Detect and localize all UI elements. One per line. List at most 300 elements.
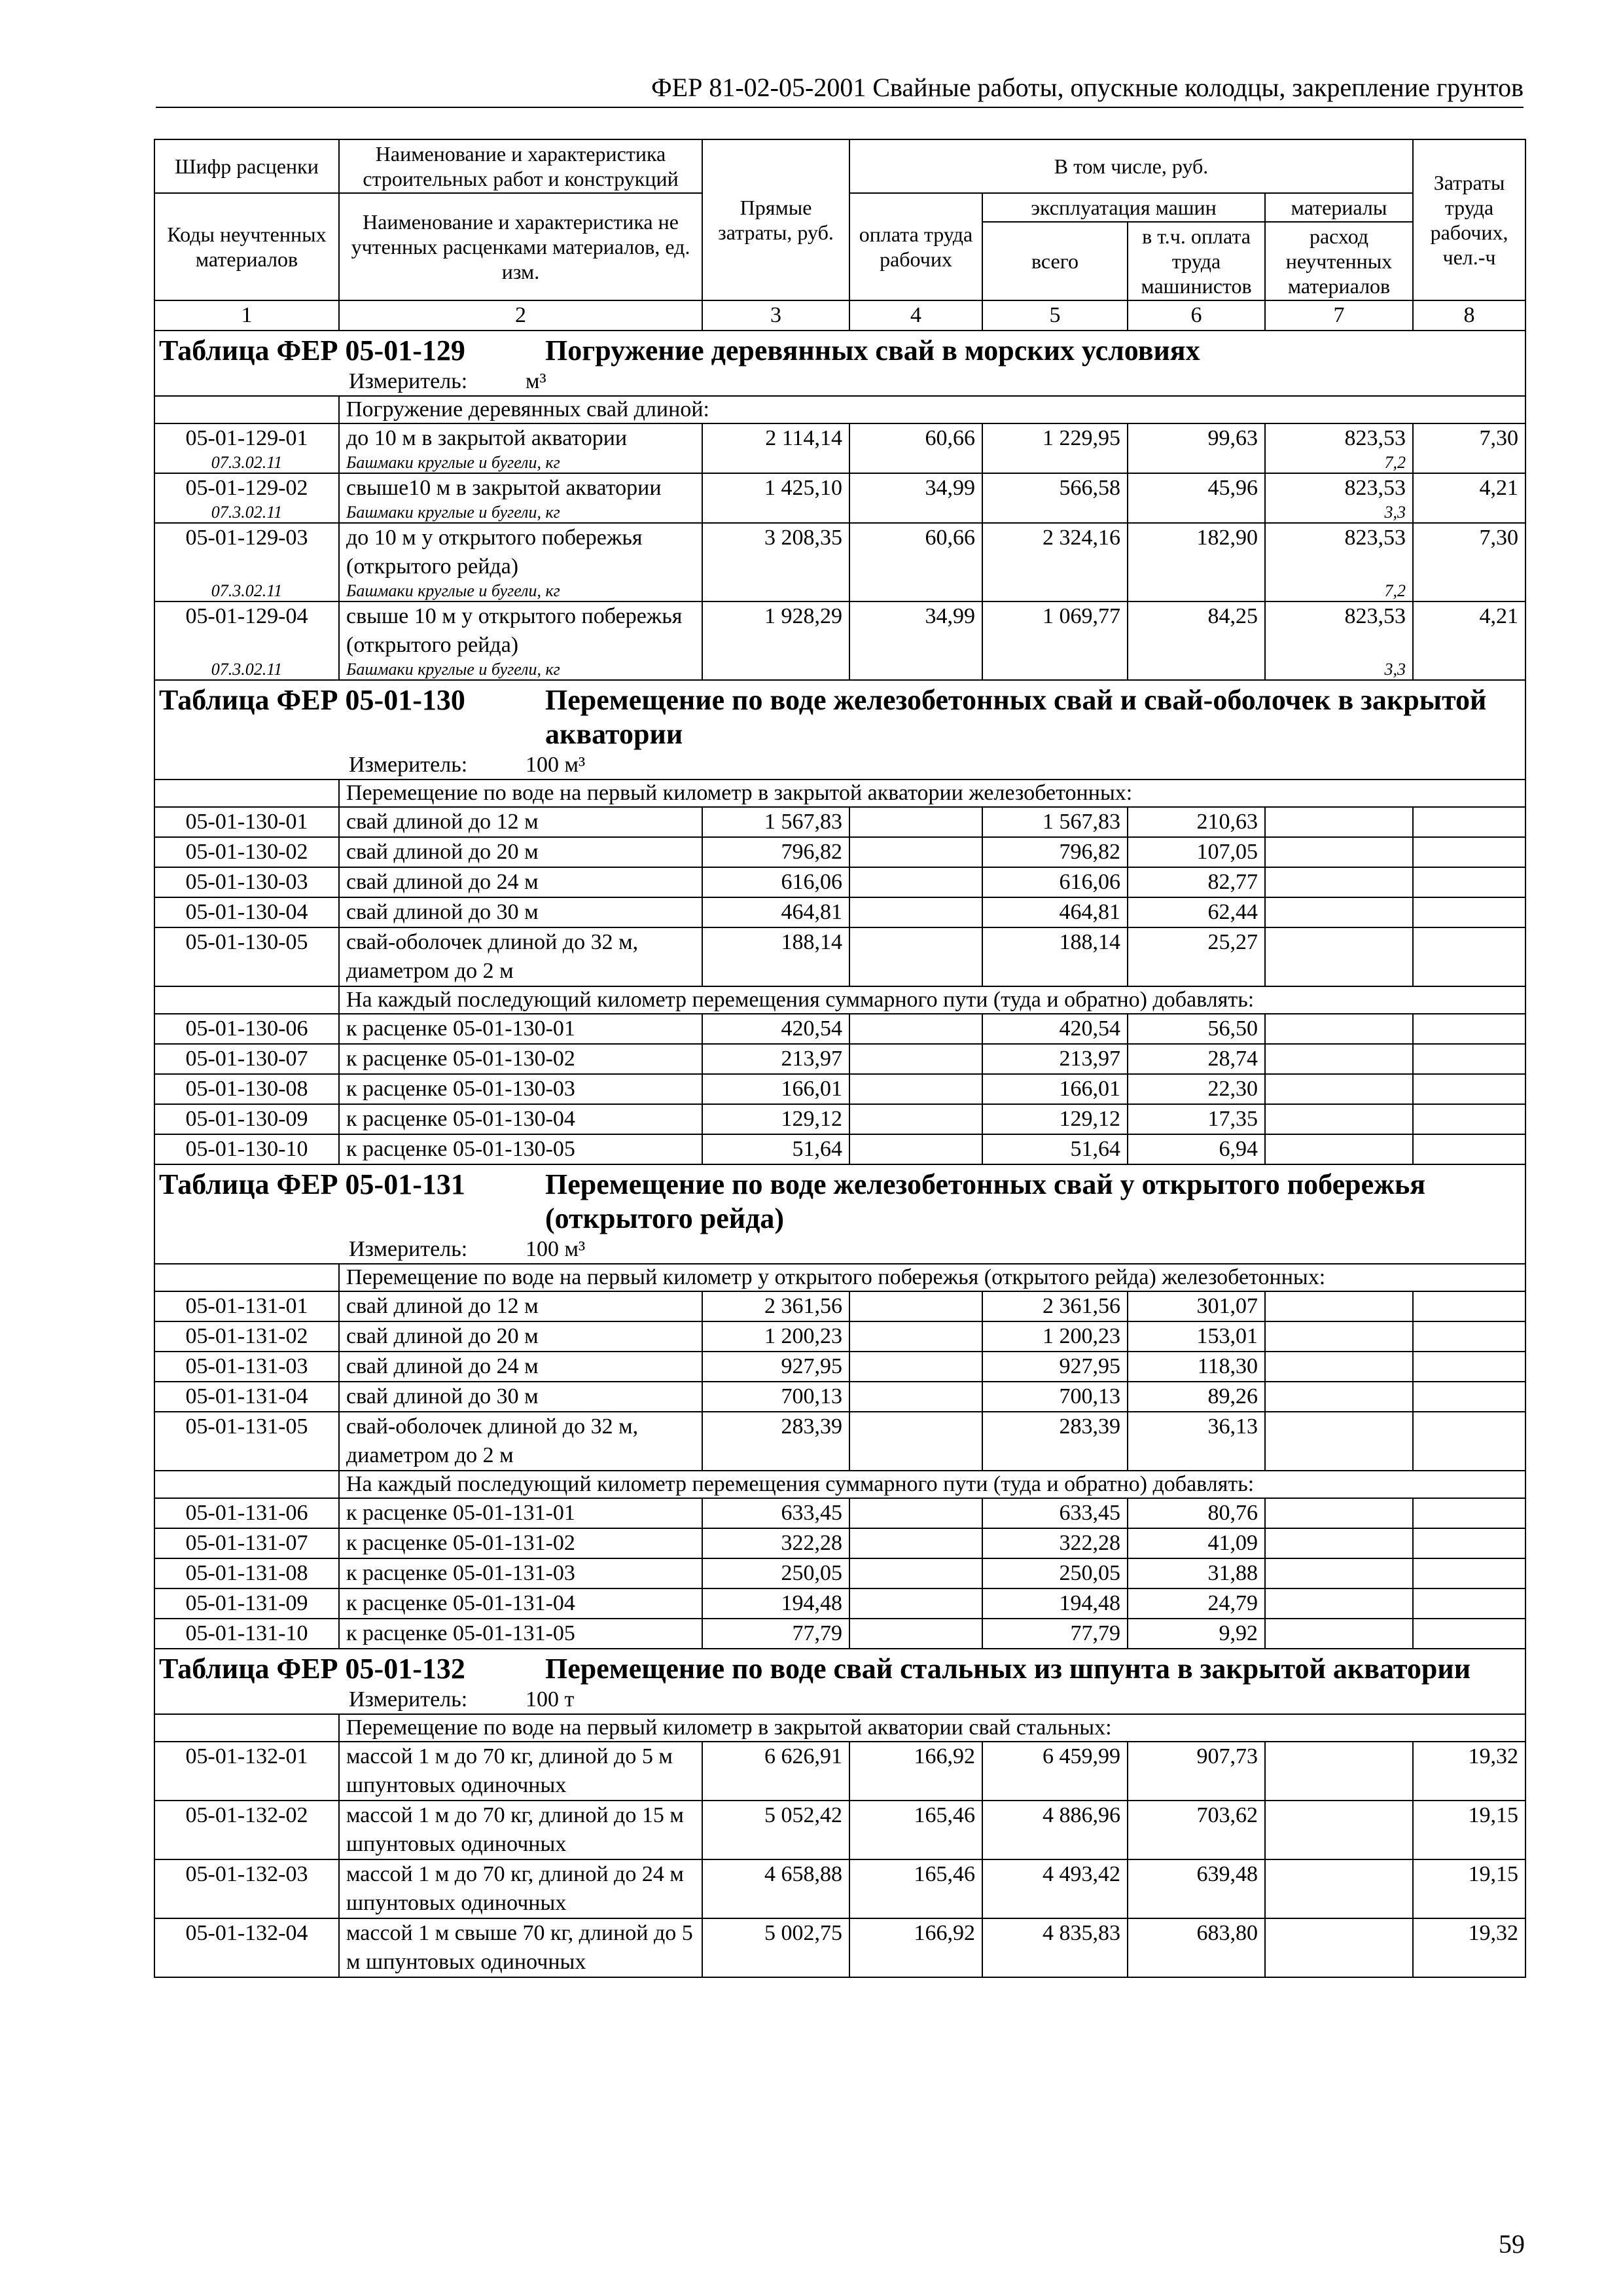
rate-code: 05-01-131-01 [154, 1291, 339, 1321]
materials-cost: 823,53 [1265, 423, 1413, 453]
material-name: Башмаки круглые и бугели, кг [339, 453, 702, 473]
table-row [154, 1558, 1525, 1588]
table-row [154, 1742, 1525, 1801]
work-name: свай-оболочек длиной до 32 м, диаметром до 2 м [339, 1412, 702, 1471]
labor-hours [1413, 1619, 1525, 1649]
measure-label: Измеритель: [349, 369, 468, 393]
direct-cost: 2 114,14 [702, 423, 849, 453]
drivers-pay: 703,62 [1128, 1801, 1265, 1859]
rate-code: 05-01-130-02 [154, 837, 339, 867]
labor-hours: 4,21 [1413, 473, 1525, 503]
empty-cell [982, 660, 1128, 680]
table-section-heading [154, 1649, 1525, 1686]
measure-cell [154, 368, 1525, 396]
rate-code: 05-01-129-03 [154, 523, 339, 581]
group-subheader [154, 396, 1525, 423]
table-row [154, 1918, 1525, 1977]
labor-cost [849, 1134, 982, 1164]
empty-cell [982, 453, 1128, 473]
table-title: Перемещение по воде железобетонных свай и свай-оболочек в закрытой акватории [545, 684, 1487, 750]
material-code: 07.3.02.11 [154, 453, 339, 473]
col-head-materials: материалы [1265, 193, 1413, 222]
labor-cost: 166,92 [849, 1918, 982, 1977]
labor-cost: 165,46 [849, 1801, 982, 1859]
work-name: к расценке 05-01-130-01 [339, 1014, 702, 1044]
labor-hours [1413, 1044, 1525, 1074]
labor-hours: 19,15 [1413, 1801, 1525, 1859]
empty-cell [982, 503, 1128, 523]
material-name: Башмаки круглые и бугели, кг [339, 581, 702, 601]
labor-hours [1413, 1558, 1525, 1588]
table-row [154, 1291, 1525, 1321]
labor-cost [849, 1014, 982, 1044]
col-number: 2 [339, 300, 702, 331]
table-row [154, 601, 1525, 660]
rate-code: 05-01-130-05 [154, 927, 339, 986]
table-row [154, 523, 1525, 581]
col-head-labor: Затраты труда рабочих, чел.-ч [1413, 139, 1525, 300]
materials-cost [1265, 1588, 1413, 1619]
work-name: свай длиной до 24 м [339, 867, 702, 897]
table-row [154, 1382, 1525, 1412]
col-number: 6 [1128, 300, 1265, 331]
machines-total: 51,64 [982, 1134, 1128, 1164]
materials-cost [1265, 927, 1413, 986]
col-number: 5 [982, 300, 1128, 331]
group-subheader [154, 986, 1525, 1014]
materials-cost [1265, 1321, 1413, 1352]
work-name: свай длиной до 30 м [339, 1382, 702, 1412]
materials-cost: 823,53 [1265, 473, 1413, 503]
direct-cost: 1 425,10 [702, 473, 849, 503]
group-subheader [154, 1471, 1525, 1498]
measure-label: Измеритель: [349, 1687, 468, 1712]
measure-cell [154, 1686, 1525, 1714]
table-row [154, 1014, 1525, 1044]
table-code: Таблица ФЕР 05-01-131 [159, 1168, 465, 1200]
col-head-total: всего [982, 222, 1128, 300]
material-row [154, 660, 1525, 680]
group-subheader-text: Перемещение по воде на первый километр в закрытой акватории свай стальных: [339, 1714, 1525, 1742]
material-name: Башмаки круглые и бугели, кг [339, 503, 702, 523]
drivers-pay: 31,88 [1128, 1558, 1265, 1588]
work-name: к расценке 05-01-130-03 [339, 1074, 702, 1104]
labor-cost [849, 1382, 982, 1412]
machines-total: 188,14 [982, 927, 1128, 986]
machines-total: 250,05 [982, 1558, 1128, 1588]
labor-cost [849, 927, 982, 986]
direct-cost: 250,05 [702, 1558, 849, 1588]
table-row [154, 1528, 1525, 1558]
direct-cost: 2 361,56 [702, 1291, 849, 1321]
machines-total: 464,81 [982, 897, 1128, 927]
material-code: 07.3.02.11 [154, 660, 339, 680]
rate-code: 05-01-131-07 [154, 1528, 339, 1558]
drivers-pay: 28,74 [1128, 1044, 1265, 1074]
rate-code: 05-01-132-04 [154, 1918, 339, 1977]
machines-total: 6 459,99 [982, 1742, 1128, 1801]
col-head-labor-cost: оплата труда рабочих [849, 193, 982, 300]
measure-value: 100 м³ [526, 1237, 586, 1261]
group-subheader [154, 780, 1525, 807]
labor-cost: 34,99 [849, 601, 982, 660]
work-name: до 10 м в закрытой акватории [339, 423, 702, 453]
drivers-pay: 25,27 [1128, 927, 1265, 986]
materials-cost [1265, 1074, 1413, 1104]
col-head-direct: Прямые затраты, руб. [702, 139, 849, 300]
direct-cost: 1 928,29 [702, 601, 849, 660]
materials-cost [1265, 897, 1413, 927]
labor-cost [849, 1619, 982, 1649]
machines-total: 566,58 [982, 473, 1128, 503]
rate-code: 05-01-130-04 [154, 897, 339, 927]
labor-hours [1413, 807, 1525, 837]
materials-cost [1265, 1412, 1413, 1471]
machines-total: 4 493,42 [982, 1859, 1128, 1918]
empty-cell [1413, 660, 1525, 680]
table-row [154, 1074, 1525, 1104]
machines-total: 322,28 [982, 1528, 1128, 1558]
empty-cell [1413, 581, 1525, 601]
col-number: 3 [702, 300, 849, 331]
material-row [154, 581, 1525, 601]
labor-hours [1413, 1528, 1525, 1558]
rate-code: 05-01-131-04 [154, 1382, 339, 1412]
empty-cell [702, 581, 849, 601]
machines-total: 616,06 [982, 867, 1128, 897]
labor-hours: 7,30 [1413, 423, 1525, 453]
rate-code: 05-01-131-09 [154, 1588, 339, 1619]
direct-cost: 4 658,88 [702, 1859, 849, 1918]
rate-code: 05-01-129-01 [154, 423, 339, 453]
materials-cost [1265, 1918, 1413, 1977]
materials-cost [1265, 1558, 1413, 1588]
material-qty: 7,2 [1265, 453, 1413, 473]
rate-code: 05-01-131-05 [154, 1412, 339, 1471]
labor-hours [1413, 1498, 1525, 1528]
labor-hours [1413, 1134, 1525, 1164]
table-section-heading-cell [154, 1649, 1525, 1686]
empty-cell [702, 453, 849, 473]
table-row [154, 1801, 1525, 1859]
direct-cost: 194,48 [702, 1588, 849, 1619]
materials-cost [1265, 837, 1413, 867]
labor-cost [849, 1412, 982, 1471]
direct-cost: 129,12 [702, 1104, 849, 1134]
work-name: массой 1 м свыше 70 кг, длиной до 5 м шпунтовых одиночных [339, 1918, 702, 1977]
labor-cost [849, 867, 982, 897]
materials-cost [1265, 1619, 1413, 1649]
drivers-pay: 182,90 [1128, 523, 1265, 581]
rate-code: 05-01-130-09 [154, 1104, 339, 1134]
drivers-pay: 82,77 [1128, 867, 1265, 897]
materials-cost [1265, 1044, 1413, 1074]
col-head-drivers: в т.ч. оплата труда машинистов [1128, 222, 1265, 300]
direct-cost: 633,45 [702, 1498, 849, 1528]
labor-hours [1413, 1291, 1525, 1321]
table-row [154, 423, 1525, 453]
work-name: к расценке 05-01-130-05 [339, 1134, 702, 1164]
subheader-spacer [154, 780, 339, 807]
drivers-pay: 99,63 [1128, 423, 1265, 453]
direct-cost: 5 052,42 [702, 1801, 849, 1859]
labor-hours [1413, 897, 1525, 927]
machines-total: 1 200,23 [982, 1321, 1128, 1352]
machines-total: 4 835,83 [982, 1918, 1128, 1977]
group-subheader-text: Перемещение по воде на первый километр в закрытой акватории железобетонных: [339, 780, 1525, 807]
labor-cost [849, 1074, 982, 1104]
drivers-pay: 84,25 [1128, 601, 1265, 660]
table-code: Таблица ФЕР 05-01-130 [159, 684, 465, 716]
direct-cost: 5 002,75 [702, 1918, 849, 1977]
empty-cell [849, 581, 982, 601]
labor-cost: 166,92 [849, 1742, 982, 1801]
rate-code: 05-01-132-03 [154, 1859, 339, 1918]
work-name: свыше 10 м у открытого побережья (открытого рейда) [339, 601, 702, 660]
work-name: к расценке 05-01-131-05 [339, 1619, 702, 1649]
empty-cell [849, 503, 982, 523]
drivers-pay: 301,07 [1128, 1291, 1265, 1321]
rate-code: 05-01-130-01 [154, 807, 339, 837]
drivers-pay: 6,94 [1128, 1134, 1265, 1164]
drivers-pay: 89,26 [1128, 1382, 1265, 1412]
col-number: 7 [1265, 300, 1413, 331]
table-code: Таблица ФЕР 05-01-132 [159, 1653, 465, 1685]
table-code: Таблица ФЕР 05-01-129 [159, 334, 465, 367]
table-row [154, 1412, 1525, 1471]
table-section-heading-cell [154, 331, 1525, 368]
work-name: до 10 м у открытого побережья (открытого рейда) [339, 523, 702, 581]
rates-table-container [154, 139, 1525, 1978]
work-name: свыше10 м в закрытой акватории [339, 473, 702, 503]
measure-value: 100 м³ [526, 753, 586, 777]
machines-total: 283,39 [982, 1412, 1128, 1471]
labor-hours: 4,21 [1413, 601, 1525, 660]
labor-hours [1413, 1074, 1525, 1104]
group-subheader-text: На каждый последующий километр перемещения суммарного пути (туда и обратно) добавлять: [339, 1471, 1525, 1498]
direct-cost: 283,39 [702, 1412, 849, 1471]
col-head-name: Наименование и характеристика строительных работ и конструкций [339, 139, 702, 193]
labor-cost [849, 1588, 982, 1619]
labor-cost [849, 1104, 982, 1134]
drivers-pay: 153,01 [1128, 1321, 1265, 1352]
machines-total: 796,82 [982, 837, 1128, 867]
labor-hours [1413, 1014, 1525, 1044]
work-name: к расценке 05-01-130-04 [339, 1104, 702, 1134]
work-name: к расценке 05-01-131-01 [339, 1498, 702, 1528]
work-name: массой 1 м до 70 кг, длиной до 15 м шпунтовых одиночных [339, 1801, 702, 1859]
work-name: к расценке 05-01-131-03 [339, 1558, 702, 1588]
rate-code: 05-01-130-08 [154, 1074, 339, 1104]
labor-hours [1413, 1382, 1525, 1412]
labor-cost [849, 897, 982, 927]
empty-cell [849, 660, 982, 680]
table-title: Перемещение по воде железобетонных свай у открытого побережья (открытого рейда) [545, 1168, 1426, 1234]
subheader-spacer [154, 986, 339, 1014]
machines-total: 1 567,83 [982, 807, 1128, 837]
labor-hours [1413, 927, 1525, 986]
machines-total: 1 069,77 [982, 601, 1128, 660]
materials-cost [1265, 807, 1413, 837]
group-subheader [154, 1714, 1525, 1742]
machines-total: 633,45 [982, 1498, 1128, 1528]
rate-code: 05-01-131-06 [154, 1498, 339, 1528]
table-row [154, 807, 1525, 837]
materials-cost: 823,53 [1265, 601, 1413, 660]
machines-total: 1 229,95 [982, 423, 1128, 453]
labor-hours: 7,30 [1413, 523, 1525, 581]
table-row [154, 1859, 1525, 1918]
labor-cost: 34,99 [849, 473, 982, 503]
rate-code: 05-01-130-06 [154, 1014, 339, 1044]
materials-cost [1265, 1498, 1413, 1528]
drivers-pay: 639,48 [1128, 1859, 1265, 1918]
labor-cost: 60,66 [849, 523, 982, 581]
direct-cost: 1 200,23 [702, 1321, 849, 1352]
work-name: свай длиной до 20 м [339, 1321, 702, 1352]
labor-hours [1413, 867, 1525, 897]
table-section-heading-cell [154, 680, 1525, 751]
col-head-name2: Наименование и характеристика не учтенных расценками материалов, ед. изм. [339, 193, 702, 300]
labor-hours [1413, 1104, 1525, 1134]
col-number: 4 [849, 300, 982, 331]
machines-total: 213,97 [982, 1044, 1128, 1074]
direct-cost: 3 208,35 [702, 523, 849, 581]
subheader-spacer [154, 396, 339, 423]
machines-total: 129,12 [982, 1104, 1128, 1134]
rate-code: 05-01-131-03 [154, 1352, 339, 1382]
drivers-pay: 41,09 [1128, 1528, 1265, 1558]
table-row [154, 1044, 1525, 1074]
col-head-code: Шифр расценки [154, 139, 339, 193]
machines-total: 927,95 [982, 1352, 1128, 1382]
table-title: Погружение деревянных свай в морских условиях [545, 334, 1200, 367]
work-name: свай-оболочек длиной до 32 м, диаметром до 2 м [339, 927, 702, 986]
table-row [154, 1134, 1525, 1164]
labor-cost [849, 1321, 982, 1352]
labor-cost [849, 1558, 982, 1588]
table-row [154, 1619, 1525, 1649]
machines-total: 4 886,96 [982, 1801, 1128, 1859]
direct-cost: 616,06 [702, 867, 849, 897]
drivers-pay: 22,30 [1128, 1074, 1265, 1104]
work-name: массой 1 м до 70 кг, длиной до 5 м шпунтовых одиночных [339, 1742, 702, 1801]
labor-cost [849, 837, 982, 867]
group-subheader [154, 1264, 1525, 1291]
material-code: 07.3.02.11 [154, 503, 339, 523]
table-row [154, 837, 1525, 867]
drivers-pay: 107,05 [1128, 837, 1265, 867]
group-subheader-text: Перемещение по воде на первый километр у открытого побережья (открытого рейда) железобетонных: [339, 1264, 1525, 1291]
material-qty: 3,3 [1265, 660, 1413, 680]
table-row [154, 1321, 1525, 1352]
rates-table [154, 139, 1526, 1978]
materials-cost [1265, 1742, 1413, 1801]
col-head-mat-cons: расход неучтенных материалов [1265, 222, 1413, 300]
machines-total: 700,13 [982, 1382, 1128, 1412]
col-head-incl: В том числе, руб. [849, 139, 1413, 193]
direct-cost: 188,14 [702, 927, 849, 986]
rate-code: 05-01-131-10 [154, 1619, 339, 1649]
direct-cost: 322,28 [702, 1528, 849, 1558]
materials-cost [1265, 1014, 1413, 1044]
table-row [154, 897, 1525, 927]
work-name: к расценке 05-01-131-04 [339, 1588, 702, 1619]
drivers-pay: 62,44 [1128, 897, 1265, 927]
empty-cell [849, 453, 982, 473]
col-head-codes-unacc: Коды неучтенных материалов [154, 193, 339, 300]
measure-row [154, 1236, 1525, 1264]
labor-cost [849, 1352, 982, 1382]
col-head-machines: эксплуатация машин [982, 193, 1265, 222]
table-section-heading [154, 680, 1525, 751]
direct-cost: 464,81 [702, 897, 849, 927]
work-name: свай длиной до 12 м [339, 1291, 702, 1321]
direct-cost: 1 567,83 [702, 807, 849, 837]
materials-cost [1265, 1352, 1413, 1382]
direct-cost: 166,01 [702, 1074, 849, 1104]
labor-hours: 19,32 [1413, 1742, 1525, 1801]
machines-total: 2 361,56 [982, 1291, 1128, 1321]
materials-cost [1265, 1528, 1413, 1558]
direct-cost: 213,97 [702, 1044, 849, 1074]
machines-total: 2 324,16 [982, 523, 1128, 581]
materials-cost [1265, 1291, 1413, 1321]
material-qty: 3,3 [1265, 503, 1413, 523]
subheader-spacer [154, 1714, 339, 1742]
drivers-pay: 683,80 [1128, 1918, 1265, 1977]
rate-code: 05-01-132-01 [154, 1742, 339, 1801]
empty-cell [1128, 503, 1265, 523]
measure-cell [154, 751, 1525, 780]
table-section-heading [154, 331, 1525, 368]
measure-row [154, 1686, 1525, 1714]
machines-total: 77,79 [982, 1619, 1128, 1649]
labor-hours [1413, 837, 1525, 867]
materials-cost [1265, 1801, 1413, 1859]
drivers-pay: 17,35 [1128, 1104, 1265, 1134]
drivers-pay: 45,96 [1128, 473, 1265, 503]
col-number: 8 [1413, 300, 1525, 331]
measure-row [154, 751, 1525, 780]
direct-cost: 420,54 [702, 1014, 849, 1044]
labor-cost [849, 1498, 982, 1528]
material-code: 07.3.02.11 [154, 581, 339, 601]
table-section-heading-cell [154, 1164, 1525, 1236]
table-row [154, 927, 1525, 986]
subheader-spacer [154, 1264, 339, 1291]
table-body [154, 331, 1525, 1977]
rate-code: 05-01-132-02 [154, 1801, 339, 1859]
table-row [154, 1588, 1525, 1619]
rate-code: 05-01-131-02 [154, 1321, 339, 1352]
work-name: к расценке 05-01-131-02 [339, 1528, 702, 1558]
material-name: Башмаки круглые и бугели, кг [339, 660, 702, 680]
materials-cost [1265, 1859, 1413, 1918]
labor-cost [849, 1528, 982, 1558]
materials-cost: 823,53 [1265, 523, 1413, 581]
labor-cost: 60,66 [849, 423, 982, 453]
direct-cost: 700,13 [702, 1382, 849, 1412]
rate-code: 05-01-129-02 [154, 473, 339, 503]
measure-row [154, 368, 1525, 396]
rate-code: 05-01-130-07 [154, 1044, 339, 1074]
col-number: 1 [154, 300, 339, 331]
labor-hours [1413, 1321, 1525, 1352]
drivers-pay: 9,92 [1128, 1619, 1265, 1649]
empty-cell [982, 581, 1128, 601]
machines-total: 194,48 [982, 1588, 1128, 1619]
